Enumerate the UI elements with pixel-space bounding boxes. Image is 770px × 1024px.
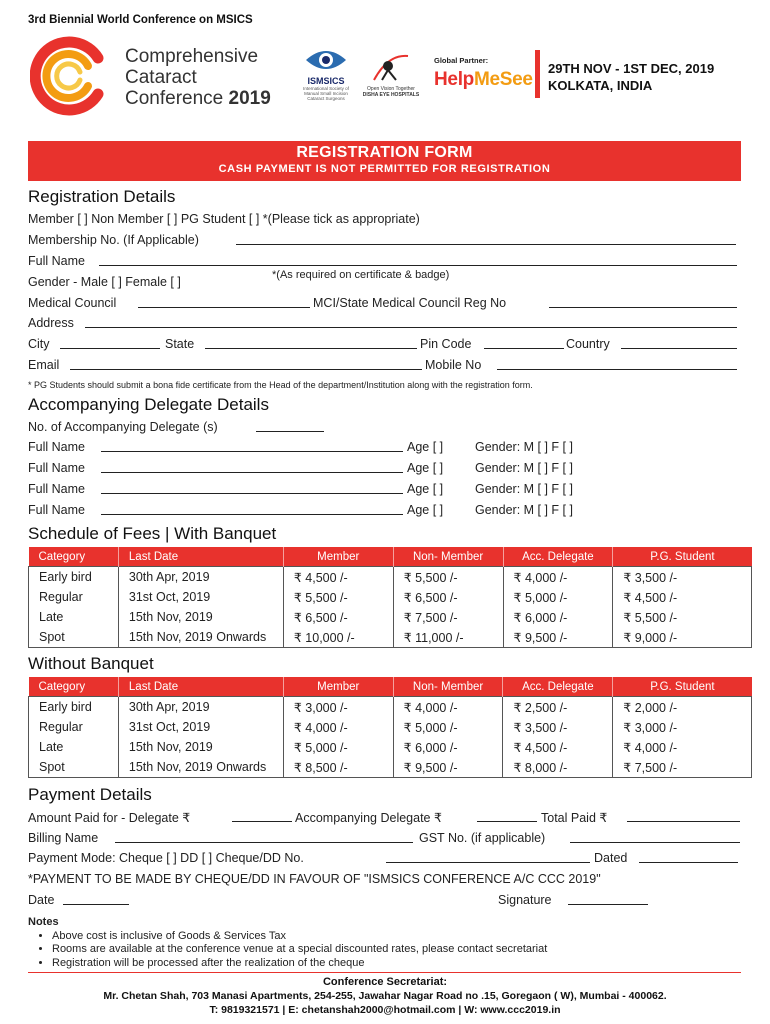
gst-no-label: GST No. (if applicable) <box>419 831 546 845</box>
conference-series-title: 3rd Biennial World Conference on MSICS <box>28 14 253 26</box>
column-header: Non- Member <box>393 547 503 567</box>
total-paid-field[interactable] <box>627 810 740 822</box>
global-partner-label: Global Partner: <box>434 56 489 65</box>
membership-no-field[interactable] <box>236 233 736 245</box>
delegate-count-field[interactable] <box>256 420 324 432</box>
delegate-gender-options[interactable]: Gender: M [ ] F [ ] <box>475 440 573 454</box>
registration-heading: Registration Details <box>28 187 176 206</box>
fee-cell: ₹ 8,500 /- <box>283 757 393 778</box>
notes-heading: Notes <box>28 916 59 928</box>
fees-banquet-table <box>28 547 752 648</box>
fee-cell: ₹ 4,000 /- <box>503 567 613 588</box>
column-header: Category <box>29 677 119 697</box>
disha-tagline: Open Vision Together <box>367 86 415 92</box>
fee-cell: ₹ 4,000 /- <box>613 737 752 757</box>
amount-accompanying-label: Accompanying Delegate ₹ <box>295 811 442 825</box>
amount-accompanying-field[interactable] <box>477 810 537 822</box>
delegate-full-name-label: Full Name <box>28 482 85 496</box>
column-header: P.G. Student <box>613 677 752 697</box>
ismsics-name: ISMSICS <box>307 76 345 86</box>
full-name-label: Full Name <box>28 254 85 268</box>
fee-cell: ₹ 4,000 /- <box>393 697 503 718</box>
mci-reg-field[interactable] <box>549 296 737 308</box>
country-label: Country <box>566 337 610 351</box>
fee-cell: 15th Nov, 2019 <box>118 737 283 757</box>
gst-no-field[interactable] <box>570 831 740 843</box>
fee-cell: ₹ 6,500 /- <box>393 587 503 607</box>
fee-cell: ₹ 10,000 /- <box>283 627 393 648</box>
footer-heading: Conference Secretariat: <box>322 976 448 988</box>
delegate-full-name-label: Full Name <box>28 503 85 517</box>
medical-council-label: Medical Council <box>28 296 117 310</box>
fee-cell: Regular <box>39 590 83 604</box>
fee-cell: ₹ 11,000 /- <box>393 627 503 648</box>
logo-line-1: Comprehensive <box>125 46 259 67</box>
disha-name: DISHA EYE HOSPITALS <box>362 92 420 98</box>
fee-cell: 15th Nov, 2019 <box>118 607 283 627</box>
ismsics-logo <box>298 46 354 101</box>
member-type-line[interactable]: Member [ ] Non Member [ ] PG Student [ ] *(Please tick as appropriate) <box>28 212 420 226</box>
fee-cell: ₹ 9,500 /- <box>393 757 503 778</box>
fee-cell: ₹ 5,000 /- <box>393 717 503 737</box>
fee-cell: 30th Apr, 2019 <box>118 697 283 718</box>
helpmesee-mesee: MeSee <box>473 69 533 90</box>
event-place: KOLKATA, INDIA <box>548 78 653 93</box>
logo-line-3 <box>125 88 271 109</box>
fees-no-banquet-table <box>28 677 752 778</box>
fee-cell: ₹ 9,000 /- <box>613 627 752 648</box>
fee-row <box>29 567 752 588</box>
note-item: • Registration will be processed after the realization of the cheque <box>52 957 547 971</box>
logo-line-3-text: Conference <box>125 88 224 109</box>
column-header: Acc. Delegate <box>503 547 613 567</box>
fee-row <box>29 697 752 718</box>
state-field[interactable] <box>205 337 417 349</box>
date-label: Date <box>28 893 55 907</box>
fee-cell: ₹ 5,500 /- <box>283 587 393 607</box>
signature-label: Signature <box>498 893 552 907</box>
fee-cell: Late <box>39 740 64 754</box>
delegate-age-field[interactable]: Age [ ] <box>407 440 444 454</box>
membership-no-label: Membership No. (If Applicable) <box>28 233 199 247</box>
event-dates: 29TH NOV - 1ST DEC, 2019 <box>548 61 715 76</box>
fee-cell: ₹ 3,500 /- <box>503 717 613 737</box>
column-header: Last Date <box>118 677 283 697</box>
delegate-full-name-field[interactable] <box>101 482 403 494</box>
fee-cell: ₹ 7,500 /- <box>393 607 503 627</box>
fee-row <box>29 587 752 607</box>
fee-cell: Spot <box>39 760 65 774</box>
fee-cell: ₹ 5,000 /- <box>283 737 393 757</box>
fee-cell: ₹ 2,500 /- <box>503 697 613 718</box>
city-label: City <box>28 337 50 351</box>
fee-cell: ₹ 6,500 /- <box>283 607 393 627</box>
helpmesee-logo <box>434 69 533 91</box>
mci-reg-label: MCI/State Medical Council Reg No <box>313 296 507 310</box>
footer-divider <box>28 972 741 973</box>
fee-cell: ₹ 4,500 /- <box>503 737 613 757</box>
column-header: Last Date <box>118 547 283 567</box>
registration-banner <box>28 141 741 181</box>
fee-row <box>29 627 752 648</box>
fee-cell: ₹ 6,000 /- <box>393 737 503 757</box>
fee-cell: 15th Nov, 2019 Onwards <box>118 757 283 778</box>
fee-row <box>29 717 752 737</box>
disha-figure-icon <box>368 50 414 84</box>
fee-cell: 31st Oct, 2019 <box>118 717 283 737</box>
full-name-field[interactable] <box>99 254 737 266</box>
pin-code-field[interactable] <box>484 337 564 349</box>
footer-contact: T: 9819321571 | E: chetanshah2000@hotmail.com | W: www.ccc2019.in <box>209 1004 561 1016</box>
banner-title: REGISTRATION FORM <box>296 144 473 161</box>
delegate-full-name-field[interactable] <box>101 503 403 515</box>
delegate-age-field[interactable]: Age [ ] <box>407 461 444 475</box>
fee-row <box>29 757 752 778</box>
column-header: P.G. Student <box>613 547 752 567</box>
ccc-logo-text <box>125 46 271 109</box>
fee-cell: ₹ 3,000 /- <box>613 717 752 737</box>
notes-section <box>28 916 547 970</box>
footer-address: Mr. Chetan Shah, 703 Manasi Apartments, 254-255, Jawahar Nagar Road no .15, Goregaon ( W), Mumbai - 400062. <box>103 990 667 1002</box>
amount-delegate-field[interactable] <box>232 810 292 822</box>
gender-note: *(As required on certificate & badge) <box>272 269 450 281</box>
note-item: • Above cost is inclusive of Goods & Services Tax <box>52 930 547 944</box>
fee-cell: ₹ 2,000 /- <box>613 697 752 718</box>
delegate-full-name-field[interactable] <box>101 440 403 452</box>
fee-cell: 30th Apr, 2019 <box>118 567 283 588</box>
city-field[interactable] <box>60 337 160 349</box>
delegate-gender-options[interactable]: Gender: M [ ] F [ ] <box>475 461 573 475</box>
fee-cell: ₹ 9,500 /- <box>503 627 613 648</box>
email-label: Email <box>28 358 60 372</box>
ismsics-subtitle: International Society of Manual Small Incision Cataract Surgeons <box>303 86 349 101</box>
fee-cell: Regular <box>39 720 83 734</box>
fee-cell: ₹ 3,500 /- <box>613 567 752 588</box>
mobile-label: Mobile No <box>425 358 482 372</box>
signature-field[interactable] <box>568 893 648 905</box>
dated-label: Dated <box>594 851 628 865</box>
fee-cell: ₹ 4,500 /- <box>283 567 393 588</box>
logo-year: 2019 <box>228 88 271 109</box>
payment-favour-note: *PAYMENT TO BE MADE BY CHEQUE/DD IN FAVOUR OF "ISMSICS CONFERENCE A/C CCC 2019" <box>28 872 601 886</box>
ccc-logo-icon <box>30 36 110 116</box>
fee-cell: ₹ 8,000 /- <box>503 757 613 778</box>
payment-mode-label[interactable]: Payment Mode: Cheque [ ] DD [ ] Cheque/DD No. <box>28 851 304 865</box>
notes-list <box>28 930 547 971</box>
fee-cell: ₹ 7,500 /- <box>613 757 752 778</box>
column-header: Acc. Delegate <box>503 677 613 697</box>
delegate-full-name-field[interactable] <box>101 461 403 473</box>
gender-options[interactable]: Gender - Male [ ] Female [ ] <box>28 275 181 289</box>
column-header: Member <box>283 677 393 697</box>
pin-code-label: Pin Code <box>420 337 472 351</box>
fee-cell: ₹ 3,000 /- <box>283 697 393 718</box>
date-field[interactable] <box>63 893 129 905</box>
helpmesee-help: Help <box>434 69 474 90</box>
address-field[interactable] <box>85 316 737 328</box>
dated-field[interactable] <box>639 851 738 863</box>
fee-cell: 15th Nov, 2019 Onwards <box>118 627 283 648</box>
fee-cell: ₹ 4,500 /- <box>613 587 752 607</box>
logo-line-2: Cataract <box>125 67 197 88</box>
amount-delegate-label: Amount Paid for - Delegate ₹ <box>28 811 191 825</box>
medical-council-field[interactable] <box>138 296 310 308</box>
delegate-gender-options[interactable]: Gender: M [ ] F [ ] <box>475 482 573 496</box>
address-label: Address <box>28 316 74 330</box>
cheque-dd-no-field[interactable] <box>386 851 590 863</box>
fee-cell: 31st Oct, 2019 <box>118 587 283 607</box>
header-divider <box>535 50 540 98</box>
fee-row <box>29 737 752 757</box>
fee-cell: ₹ 6,000 /- <box>503 607 613 627</box>
delegate-gender-options[interactable]: Gender: M [ ] F [ ] <box>475 503 573 517</box>
delegates-heading: Accompanying Delegate Details <box>28 395 269 414</box>
fee-cell: Early bird <box>39 700 92 714</box>
country-field[interactable] <box>621 337 737 349</box>
pg-student-note: * PG Students should submit a bona fide certificate from the Head of the department/Institution along with the registration form. <box>28 380 533 390</box>
fees-no-banquet-heading: Without Banquet <box>28 654 154 673</box>
disha-logo <box>360 50 422 98</box>
fee-cell: ₹ 5,500 /- <box>393 567 503 588</box>
banner-subtitle: CASH PAYMENT IS NOT PERMITTED FOR REGISTRATION <box>218 163 551 175</box>
payment-heading: Payment Details <box>28 785 152 804</box>
event-info <box>548 60 714 94</box>
fee-cell: ₹ 5,500 /- <box>613 607 752 627</box>
delegate-age-field[interactable]: Age [ ] <box>407 482 444 496</box>
delegate-count-label: No. of Accompanying Delegate (s) <box>28 420 218 434</box>
fee-cell: Spot <box>39 630 65 644</box>
fee-cell: ₹ 5,000 /- <box>503 587 613 607</box>
column-header: Member <box>283 547 393 567</box>
fee-cell: Early bird <box>39 570 92 584</box>
mobile-field[interactable] <box>497 358 737 370</box>
state-label: State <box>165 337 195 351</box>
note-item: • Rooms are available at the conference venue at a special discounted rates, please contact secretariat <box>52 943 547 957</box>
fees-banquet-heading: Schedule of Fees | With Banquet <box>28 524 277 543</box>
fee-cell: Late <box>39 610 64 624</box>
billing-name-label: Billing Name <box>28 831 99 845</box>
delegate-age-field[interactable]: Age [ ] <box>407 503 444 517</box>
eye-icon <box>304 46 348 74</box>
billing-name-field[interactable] <box>115 831 413 843</box>
column-header: Non- Member <box>393 677 503 697</box>
email-field[interactable] <box>70 358 422 370</box>
fee-row <box>29 607 752 627</box>
fee-cell: ₹ 4,000 /- <box>283 717 393 737</box>
column-header: Category <box>29 547 119 567</box>
total-paid-label: Total Paid ₹ <box>541 811 608 825</box>
delegate-full-name-label: Full Name <box>28 440 85 454</box>
delegate-full-name-label: Full Name <box>28 461 85 475</box>
